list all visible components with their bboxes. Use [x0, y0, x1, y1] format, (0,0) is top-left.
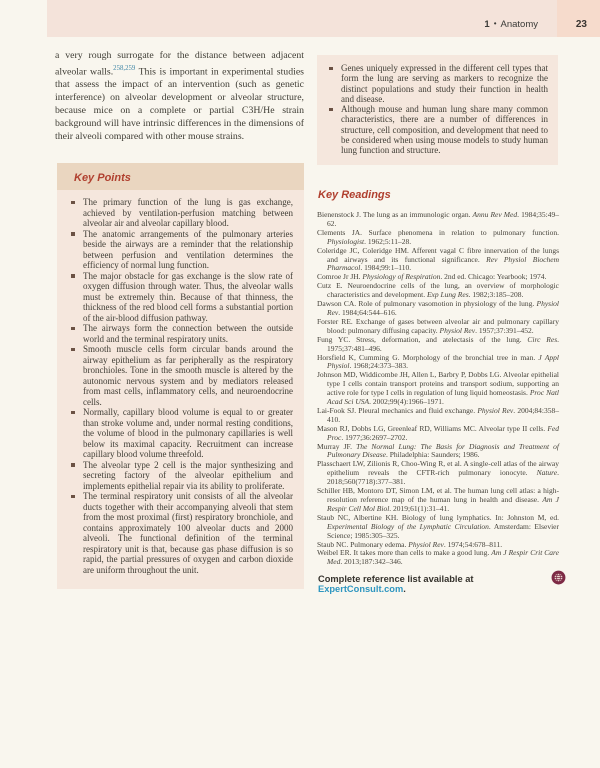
- key-point-item: Normally, capillary blood volume is equal to or greater than stroke volume and, under normal resting conditions, the volume of blood in the pulmonary capillaries is well below its maximal capacity. Recruitment can increase capillary blood volume threefold.: [70, 407, 293, 460]
- expert-consult-link[interactable]: ExpertConsult.com: [318, 584, 404, 594]
- key-point-item: The major obstacle for gas exchange is the slow rate of oxygen diffusion through water. Thus, the alveolar walls must be extremely thin. Because of that thinness, the thickness of the red blood cell forms a substantial portion of the air-blood diffusion pathway.: [70, 271, 293, 324]
- page-number: 23: [575, 19, 587, 30]
- reference-entry: Lai-Fook SJ. Pleural mechanics and fluid exchange. Physiol Rev. 2004;84:358–410.: [317, 405, 559, 424]
- paragraph-text-end: This is important in experimental studies that assess the impact of an intervention (such as genetic interference) on alveolar development or alveolar structure, because mice on a complete or partial C3H/He strain background will have intrinsic differences in the dimensions of their alveoli compared with other mouse strains.: [55, 66, 304, 143]
- key-points-continued-box: [317, 55, 558, 165]
- chapter-number: 1: [484, 19, 490, 30]
- separator-dot: •: [493, 19, 497, 28]
- key-points-list: [70, 197, 293, 575]
- key-points-header-strip: [57, 163, 304, 190]
- reference-entry: Plasschaert LW, Zilionis R, Choo-Wing R, et al. A single-cell atlas of the airway epithelium reveals the CFTR-rich pulmonary ionocyte. Nature. 2018;560(7718):377–381.: [317, 459, 559, 487]
- key-point-item: Genes uniquely expressed in the different cell types that form the lung are serving as markers to recognize the distinct populations and study their function in health and disease.: [328, 63, 548, 104]
- key-points-box: [57, 163, 304, 589]
- reference-note-suffix: .: [403, 584, 406, 594]
- key-points-continued-list: [328, 63, 548, 156]
- reference-entry: Weibel ER. It takes more than cells to make a good lung. Am J Respir Crit Care Med. 2013;187:342–346.: [317, 548, 560, 567]
- reference-entry: Horsfield K, Cumming G. Morphology of the bronchial tree in man. J Appl Physiol. 1968;24:373–383.: [317, 352, 559, 371]
- running-head: [484, 19, 538, 30]
- reference-entry: Clements JA. Surface phenomena in relation to pulmonary function. Physiologist. 1962;5:11–28.: [317, 227, 559, 246]
- reference-entry: Dawson CA. Role of pulmonary vasomotion in physiology of the lung. Physiol Rev. 1984;64:544–616.: [317, 299, 559, 317]
- reference-entry: Coleridge JC, Coleridge HM. Afferent vagal C fibre innervation of the lungs and airways and its functional significance. Rev Physiol Biochem Pharmacol. 1984;99:1–110.: [317, 245, 559, 273]
- citation-superscript[interactable]: 258,259: [113, 65, 136, 72]
- key-points-heading: Key Points: [74, 172, 131, 184]
- key-readings-list: [317, 211, 559, 567]
- key-point-item: Smooth muscle cells form circular bands around the airway epithelium as far peripherally as the respiratory bronchioles. Tone in the smooth muscle is altered by the autonomic nervous system and by mediators released from mast cells, inflammatory cells, and neuroendocrine cells.: [70, 344, 293, 407]
- reference-entry: Fung YC. Stress, deformation, and atelectasis of the lung. Circ Res. 1975;37:481–496.: [317, 334, 560, 353]
- body-paragraph: [55, 49, 304, 143]
- key-point-item: The primary function of the lung is gas exchange, achieved by ventilation-perfusion matching between alveolar air and alveolar capillary blood.: [70, 197, 293, 229]
- chapter-title: Anatomy: [500, 19, 538, 30]
- key-point-item: The alveolar type 2 cell is the major synthesizing and secreting factory of the alveolar epithelium and implements epithelial repair via its ability to proliferate.: [70, 460, 293, 492]
- page-header-band: [47, 0, 600, 37]
- key-point-item: The terminal respiratory unit consists of all the alveolar ducts together with their accompanying alveoli that stem from the most proximal (first) respiratory bronchiole, and contains approximately 100 alveolar ducts and 2000 alveoli. The functional definition of the terminal respiratory unit is that, because gas phase diffusion is so rapid, the partial pressures of oxygen and carbon dioxide are uniform throughout the unit.: [70, 491, 293, 575]
- reference-entry: Murray JF. The Normal Lung: The Basis for Diagnosis and Treatment of Pulmonary Disease. Philadelphia: Saunders; 1986.: [317, 441, 560, 460]
- key-readings-heading: Key Readings: [318, 189, 391, 201]
- key-point-item: The anatomic arrangements of the pulmonary arteries beside the airways are a reminder that the relationship between perfusion and ventilation determines the efficiency of normal lung function.: [70, 229, 293, 271]
- reference-entry: Staub NC, Albertine KH. Biology of lung lymphatics. In: Johnston M, ed. Experimental Biology of the Lymphatic Circulation. Amsterdam: Elsevier Science; 1985:305–325.: [317, 512, 560, 540]
- reference-note-text: Complete reference list available at: [318, 574, 474, 584]
- reference-entry: Schiller HB, Montoro DT, Simon LM, et al. The human lung cell atlas: a high-resolution reference map of the human lung in health and disease. Am J Respir Cell Mol Biol. 2019;61(1):31–41.: [317, 486, 559, 513]
- reference-entry: Staub NC. Pulmonary edema. Physiol Rev. 1974;54:678–811.: [317, 539, 503, 549]
- paragraph-text-start: a very rough surrogate for the distance between adjacent alveolar walls.: [55, 50, 304, 78]
- globe-icon: [551, 570, 566, 585]
- key-point-item: The airways form the connection between the outside world and the terminal respiratory units.: [70, 323, 293, 344]
- reference-entry: Bienenstock J. The lung as an immunologic organ. Annu Rev Med. 1984;35:49–62.: [317, 210, 560, 228]
- reference-entry: Cutz E. Neuroendocrine cells of the lung, an overview of morphologic characteristics and development. Exp Lung Res. 1982;3:185–208.: [317, 281, 559, 300]
- reference-entry: Comroe Jr JH. Physiology of Respiration. 2nd ed. Chicago: Yearbook; 1974.: [317, 272, 547, 282]
- reference-entry: Mason RJ, Dobbs LG, Greenleaf RD, Williams MC. Alveolar type II cells. Fed Proc. 1977;36:2697–2702.: [317, 423, 559, 442]
- key-points-body: [57, 190, 304, 589]
- reference-entry: Forster RE. Exchange of gases between alveolar air and pulmonary capillary blood: pulmonary diffusing capacity. Physiol Rev. 1957;37:391–452.: [317, 316, 559, 335]
- key-point-item: Although mouse and human lung share many common characteristics, there are a number of differences in structure, cell composition, and development that need to be considered when using mouse models to study human lung function and structure.: [328, 104, 548, 155]
- reference-note: [318, 574, 546, 594]
- reference-entry: Johnson MD, Widdicombe JH, Allen L, Barbry P, Dobbs LG. Alveolar epithelial type I cells contain transport proteins and transport sodium, supporting an active role for type I cells in regulation of lung liquid homeostasis. Proc Natl Acad Sci USA. 2002;99(4):1966–1971.: [317, 370, 559, 407]
